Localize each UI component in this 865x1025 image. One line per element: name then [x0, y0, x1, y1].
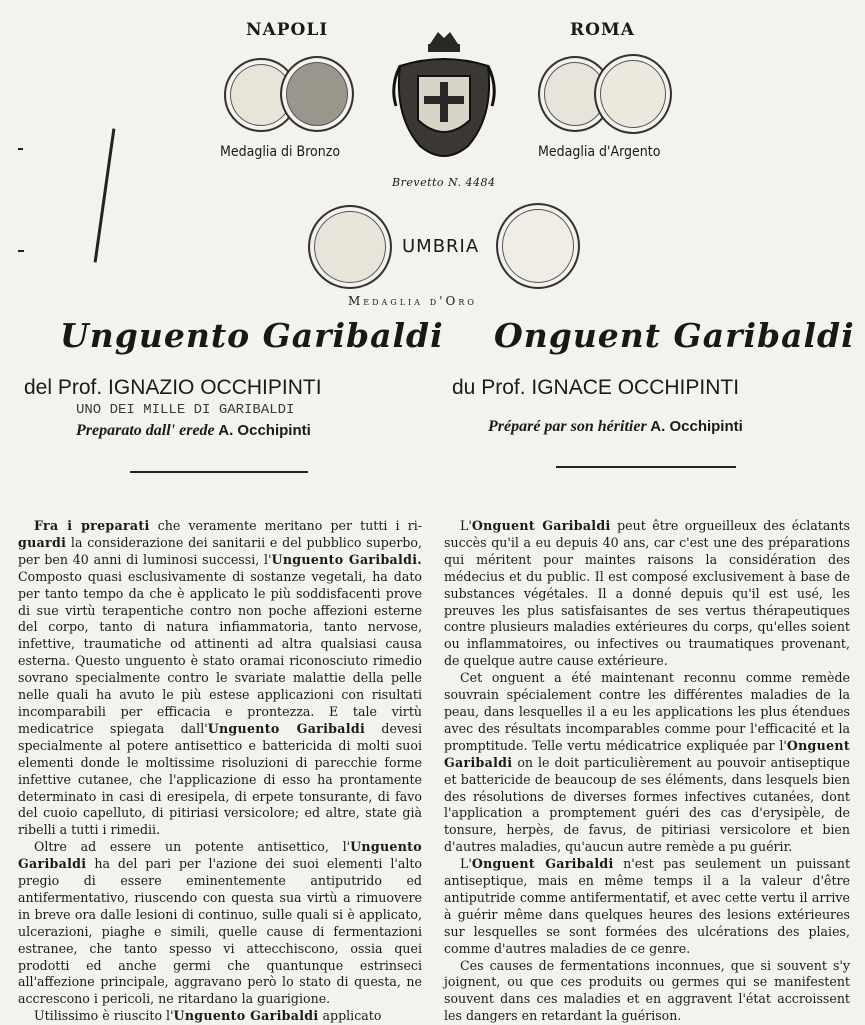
left-paragraph: Utilissimo è riuscito l'Unguento Garibaldi applicato [34, 1008, 382, 1024]
right-prep-name: A. Occhipinti [650, 418, 743, 435]
left-prep-italic: Preparato dall' erede [76, 422, 215, 439]
right-paragraph: L'Onguent Garibaldi peut être orgueilleux des éclatants succès qu'il a eu depuis 40 ans, car c'est une des préparations qui méritent pour maintes raisons la considération des médecius et du public. Il est composé exclusivement à base de substances végétales. Il a donné depuis qu'il est usé, les preuves les plus satisfaisantes de ses vertus thérapeutiques contre plusieurs maladies extérieures du corps, qu'elles soient ou inflammatoires, ou infectives ou traumatiques provenant, de quelque autre cause extérieure. [444, 518, 851, 669]
medal-figure-icon [594, 54, 672, 134]
bronze-medals [224, 56, 354, 136]
left-prof: del Prof. IGNAZIO OCCHIPINTI [24, 376, 322, 399]
city-roma: ROMA [570, 20, 635, 40]
city-napoli: NAPOLI [246, 20, 329, 40]
right-title: Onguent Garibaldi [494, 316, 855, 355]
left-mille-line: UNO DEI MILLE DI GARIBALDI [76, 402, 295, 418]
umbria-label: UMBRIA [402, 236, 480, 257]
left-divider [130, 471, 308, 473]
scan-mark [18, 250, 24, 252]
left-title: Unguento Garibaldi [60, 316, 444, 355]
medal-right-caption: Medaglia d'Argento [538, 144, 661, 160]
medaglia-oro-label: Medaglia d'Oro [348, 294, 477, 308]
right-paragraph: Ces causes de fermentations inconnues, que si souvent s'y joignent, ou que ces produits ou germes qui se manifestent souvent dans ces maladies et en aggravent l'état accroissent les dangers en retardant la guérison. [444, 957, 850, 1024]
left-paragraph: Oltre ad essere un potente antisettico, l'Unguento Garibaldi ha del pari per l'azione dei suoi elementi l'alto pregio di essere eminentemente antiputrido ed antifermentativo, riuscendo con questa sua virtù a rimuovere in breve ora dalle lesioni di continuo, sulle quali si è applicato, ulcerazioni, piaghe e simili, quelle cause di fermentazioni estranee, che tanto spesso vi attecchiscono, ossia quei prodotti ed anche germi che quantunque estrinseci all'affezione principale, aggravano però lo stato di questa, ne accrescono i pericoli, ne ritardano la guarigione. [18, 839, 422, 1007]
right-paragraph: L'Onguent Garibaldi n'est pas seulement un puissant antiseptique, mais en même temps il a la valeur d'être antiputride comme antifermentatif, et avec cette vertu il arrive à guérir même dans quelques heures des lesions extérieures sur lesquelles se sont formées des ulcérations des plaies, comme d'autres maladies de ce genre. [444, 856, 851, 956]
right-prep-italic: Préparé par son héritier [488, 418, 647, 435]
right-divider [556, 466, 736, 468]
right-prof: du Prof. IGNACE OCCHIPINTI [452, 376, 740, 399]
right-prepared-by [488, 418, 743, 436]
umbria-medal-left-icon [308, 205, 392, 289]
left-paragraph: Fra i preparati che veramente meritano per tutti i ri-guardi la considerazione dei sanitarii e del pubblico superbo, per ben 40 anni di luminosi successi, l'Unguento Garibaldi. Composto quasi esclusivamente di sostanze vegetali, ha dato per tanto tempo da che è applicato le più soddisfacenti prove di sue virtù terapentiche contro non poche affezioni esterne del corpo, tanto di natura infiammatoria, tanto nervose, infettive, traumatiche od attinenti ad altra qualsiasi causa esterna. Questo unguento è stato oramai riconosciuto rimedio sovrano specialmente contro le svariate malattie della pelle nelle quali ha avuto le più estese applicazioni con risultati incomparabili per efficacia e prontezza. E tale virtù medicatrice spiegata dall'Unguento Garibaldi devesi specialmente al potere antisettico e battericida di molti suoi elementi donde le moltissime risoluzioni di parecchie forme infettive cutanee, che l'applicazione di esso ha prontamente determinato in casi di eresipela, di erpete tonsurante, di favo del cuoio capelluto, di pitiriasi versicolore; ed altre, state già ribelli a tutti i rimedii. [18, 518, 422, 838]
scan-mark [18, 148, 23, 150]
left-body [18, 518, 422, 1025]
brevetto-number: Brevetto N. 4484 [392, 176, 496, 189]
medal-portrait-icon [280, 56, 354, 132]
right-paragraph: Cet onguent a été maintenant reconnu comme remède souvrain spécialement contre les différentes maladies de la peau, dans lesquelles il a eu les applications les plus étendues avec des résultats incomparables comme pour l'efficacité et la promptitude. Telle vertu médicatrice expliquée par l'Onguent Garibaldi on le doit particulièrement au pouvoir antiseptique et battericide de beaucoup de ses éléments, dans lesquels bien des résolutions de diverses formes infectives cutanées, dont l'application a promptement guéri des cas d'erysipèle, de tonsure, herpès, de favus, de pitiriasi versicolore et bien d'autres maladies, qu'aucun autre remède a pu guérir. [444, 670, 850, 855]
left-prepared-by [76, 422, 311, 440]
umbria-medal-right-icon [496, 203, 580, 289]
left-prep-name: A. Occhipinti [218, 422, 311, 439]
medal-left-caption: Medaglia di Bronzo [220, 144, 341, 160]
coat-of-arms-icon [390, 26, 498, 168]
silver-medals [538, 54, 670, 136]
right-body [444, 518, 850, 1025]
scan-mark [94, 128, 116, 262]
